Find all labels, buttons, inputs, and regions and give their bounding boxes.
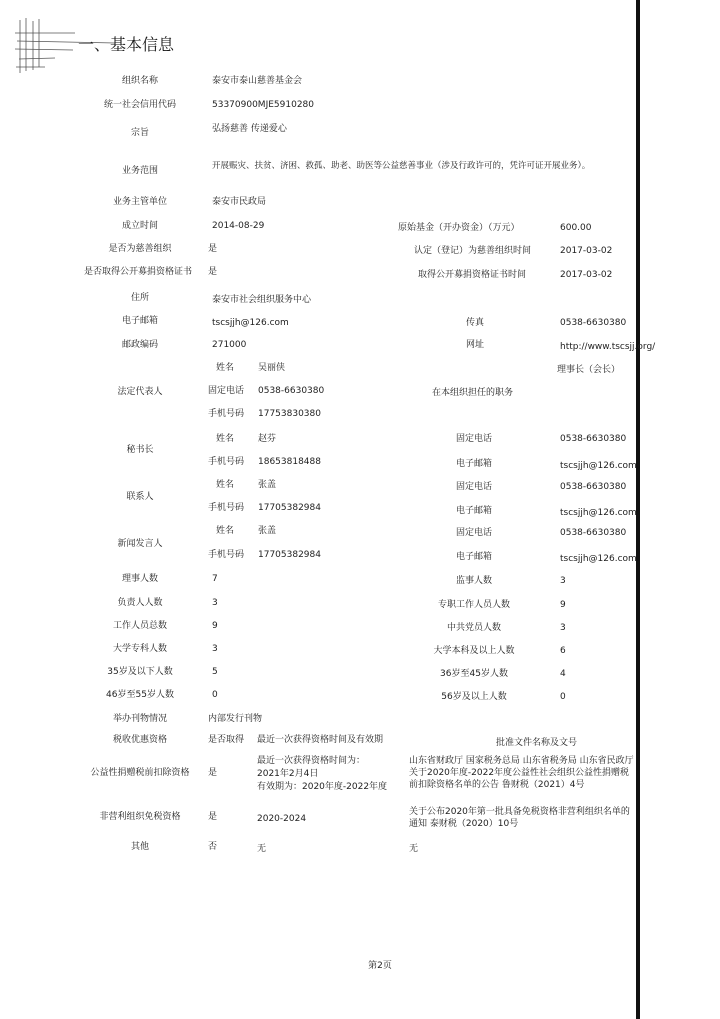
- tax-row-deduction-doc: 山东省财政厅 国家税务总局 山东省税务局 山东省民政厅 关于2020年度-2022年度公益性社会组织公益性捐赠税前扣除资格名单的公告 鲁财税（2021）4号: [409, 756, 634, 790]
- email-label: 电子邮箱: [121, 316, 158, 326]
- spokesperson-email: tscsjjh@126.com: [560, 554, 637, 564]
- cert-label: 是否取得公开募捐资格证书: [84, 267, 193, 277]
- leaders-label: 负责人人数: [117, 598, 163, 608]
- age46-55-value: 0: [212, 690, 218, 700]
- legal-rep-label: 法定代表人: [117, 387, 163, 397]
- legal-rep-role: 理事长（会长）: [557, 365, 621, 375]
- cert-date-value: 2017-03-02: [560, 270, 613, 280]
- charity-date-label: 认定（登记）为慈善组织时间: [414, 246, 532, 256]
- tax-row-exempt-obtained: 是: [208, 812, 218, 822]
- supervisor-label: 业务主管单位: [112, 197, 167, 207]
- contact-label: 联系人: [126, 492, 154, 502]
- secretary-email-label: 电子邮箱: [456, 459, 493, 469]
- spokesperson-mobile-label: 手机号码: [208, 550, 245, 560]
- address-value: 泰安市社会组织服务中心: [212, 295, 312, 305]
- age36-45-label: 36岁至45岁人数: [440, 669, 508, 679]
- council-value: 7: [212, 574, 218, 584]
- council-label: 理事人数: [121, 574, 158, 584]
- page-number: 第2页: [368, 961, 392, 971]
- spokesperson-mobile: 17705382984: [258, 550, 321, 560]
- tax-row-other-name: 其他: [130, 842, 149, 852]
- college-label: 大学专科人数: [112, 644, 167, 654]
- fax-value: 0538-6630380: [560, 318, 627, 328]
- secretary-name-label: 姓名: [216, 434, 235, 444]
- scope-value: 开展赈灾、扶贫、济困、救孤、助老、助医等公益慈善事业（涉及行政许可的，凭许可证开展业务）。: [212, 161, 591, 171]
- charity-date-value: 2017-03-02: [560, 246, 613, 256]
- credit-code-label: 统一社会信用代码: [103, 100, 176, 110]
- tax-row-deduction-name: 公益性捐赠税前扣除资格: [90, 768, 190, 778]
- college-value: 3: [212, 644, 218, 654]
- over56-label: 56岁及以上人数: [441, 692, 507, 702]
- tax-row-deduction-validity-3: 有效期为：2020年度-2022年度: [257, 782, 388, 792]
- tax-row-deduction-validity-2: 2021年2月4日: [257, 769, 319, 779]
- tax-validity-header: 最近一次获得资格时间及有效期: [257, 735, 384, 745]
- secretary-mobile-label: 手机号码: [208, 457, 245, 467]
- zip-label: 邮政编码: [121, 340, 158, 350]
- fax-label: 传真: [466, 318, 485, 328]
- tax-row-deduction-validity-1: 最近一次获得资格时间为：: [257, 756, 366, 766]
- fulltime-label: 专职工作人员人数: [437, 600, 510, 610]
- fulltime-value: 9: [560, 600, 566, 610]
- supervisors-label: 监事人数: [455, 576, 492, 586]
- tax-row-exempt-validity: 2020-2024: [257, 814, 307, 824]
- website-label: 网址: [466, 340, 485, 350]
- org-name-label: 组织名称: [121, 76, 158, 86]
- secretary-name: 赵芬: [258, 434, 277, 444]
- email-value: tscsjjh@126.com: [212, 318, 289, 328]
- party-label: 中共党员人数: [446, 623, 501, 633]
- staff-value: 9: [212, 621, 218, 631]
- tax-row-other-obtained: 否: [208, 842, 218, 852]
- spokesperson-name: 张盖: [258, 526, 277, 536]
- under35-label: 35岁及以下人数: [107, 667, 173, 677]
- legal-rep-phone-label: 固定电话: [208, 386, 245, 396]
- purpose-label: 宗旨: [130, 128, 149, 138]
- org-name-value: 泰安市泰山慈善基金会: [212, 76, 303, 86]
- tax-row-deduction-obtained: 是: [208, 768, 218, 778]
- spokesperson-email-label: 电子邮箱: [456, 552, 493, 562]
- party-value: 3: [560, 623, 566, 633]
- charity-value: 是: [208, 244, 218, 254]
- secretary-email: tscsjjh@126.com: [560, 461, 637, 471]
- contact-name: 张盖: [258, 480, 277, 490]
- founded-label: 成立时间: [121, 221, 158, 231]
- cert-date-label: 取得公开募捐资格证书时间: [418, 270, 527, 280]
- section-title: 一、基本信息: [78, 35, 175, 54]
- website-value: http://www.tscsjj.org/: [560, 342, 656, 352]
- purpose-value: 弘扬慈善 传递爱心: [212, 124, 287, 134]
- legal-rep-phone: 0538-6630380: [258, 386, 325, 396]
- secretary-label: 秘书长: [126, 445, 154, 455]
- publication-value: 内部发行刊物: [208, 714, 263, 724]
- tax-row-exempt-name: 非营利组织免税资格: [99, 812, 181, 822]
- legal-rep-mobile: 17753830380: [258, 409, 321, 419]
- bachelor-label: 大学本科及以上人数: [433, 646, 515, 656]
- tax-row-exempt-doc: 关于公布2020年第一批具备免税资格非营利组织名单的通知 泰财税（2020）10号: [409, 807, 630, 829]
- spokesperson-label: 新闻发言人: [117, 539, 163, 549]
- fund-value: 600.00: [560, 223, 592, 233]
- contact-phone: 0538-6630380: [560, 482, 627, 492]
- secretary-phone-label: 固定电话: [456, 434, 493, 444]
- contact-email: tscsjjh@126.com: [560, 508, 637, 518]
- contact-name-label: 姓名: [216, 480, 235, 490]
- leaders-value: 3: [212, 598, 218, 608]
- spokesperson-phone: 0538-6630380: [560, 528, 627, 538]
- spokesperson-name-label: 姓名: [216, 526, 235, 536]
- tax-label: 税收优惠资格: [112, 735, 167, 745]
- contact-phone-label: 固定电话: [456, 482, 493, 492]
- age46-55-label: 46岁至55岁人数: [106, 690, 174, 700]
- tax-doc-header: 批准文件名称及文号: [496, 738, 578, 748]
- legal-rep-role-label: 在本组织担任的职务: [432, 388, 514, 398]
- supervisors-value: 3: [560, 576, 566, 586]
- credit-code-value: 53370900MJE5910280: [212, 100, 314, 110]
- contact-email-label: 电子邮箱: [456, 506, 493, 516]
- tax-obtained-header: 是否取得: [208, 735, 245, 745]
- legal-rep-name-label: 姓名: [216, 363, 235, 373]
- spokesperson-phone-label: 固定电话: [456, 528, 493, 538]
- cert-value: 是: [208, 267, 218, 277]
- supervisor-value: 泰安市民政局: [212, 197, 267, 207]
- contact-mobile-label: 手机号码: [208, 503, 245, 513]
- legal-rep-mobile-label: 手机号码: [208, 409, 245, 419]
- tax-row-other-validity: 无: [257, 844, 267, 854]
- under35-value: 5: [212, 667, 218, 677]
- fund-label: 原始基金（开办资金）（万元）: [398, 223, 520, 233]
- tax-row-other-doc: 无: [409, 844, 419, 854]
- zip-value: 271000: [212, 340, 247, 350]
- age36-45-value: 4: [560, 669, 566, 679]
- bachelor-value: 6: [560, 646, 566, 656]
- charity-label: 是否为慈善组织: [108, 244, 172, 254]
- publication-label: 举办刊物情况: [112, 714, 167, 724]
- address-label: 住所: [130, 293, 149, 303]
- scope-label: 业务范围: [121, 166, 158, 176]
- secretary-phone: 0538-6630380: [560, 434, 627, 444]
- over56-value: 0: [560, 692, 566, 702]
- legal-rep-name: 吴丽侠: [258, 363, 286, 373]
- staff-label: 工作人员总数: [112, 621, 167, 631]
- founded-value: 2014-08-29: [212, 221, 265, 231]
- secretary-mobile: 18653818488: [258, 457, 321, 467]
- contact-mobile: 17705382984: [258, 503, 321, 513]
